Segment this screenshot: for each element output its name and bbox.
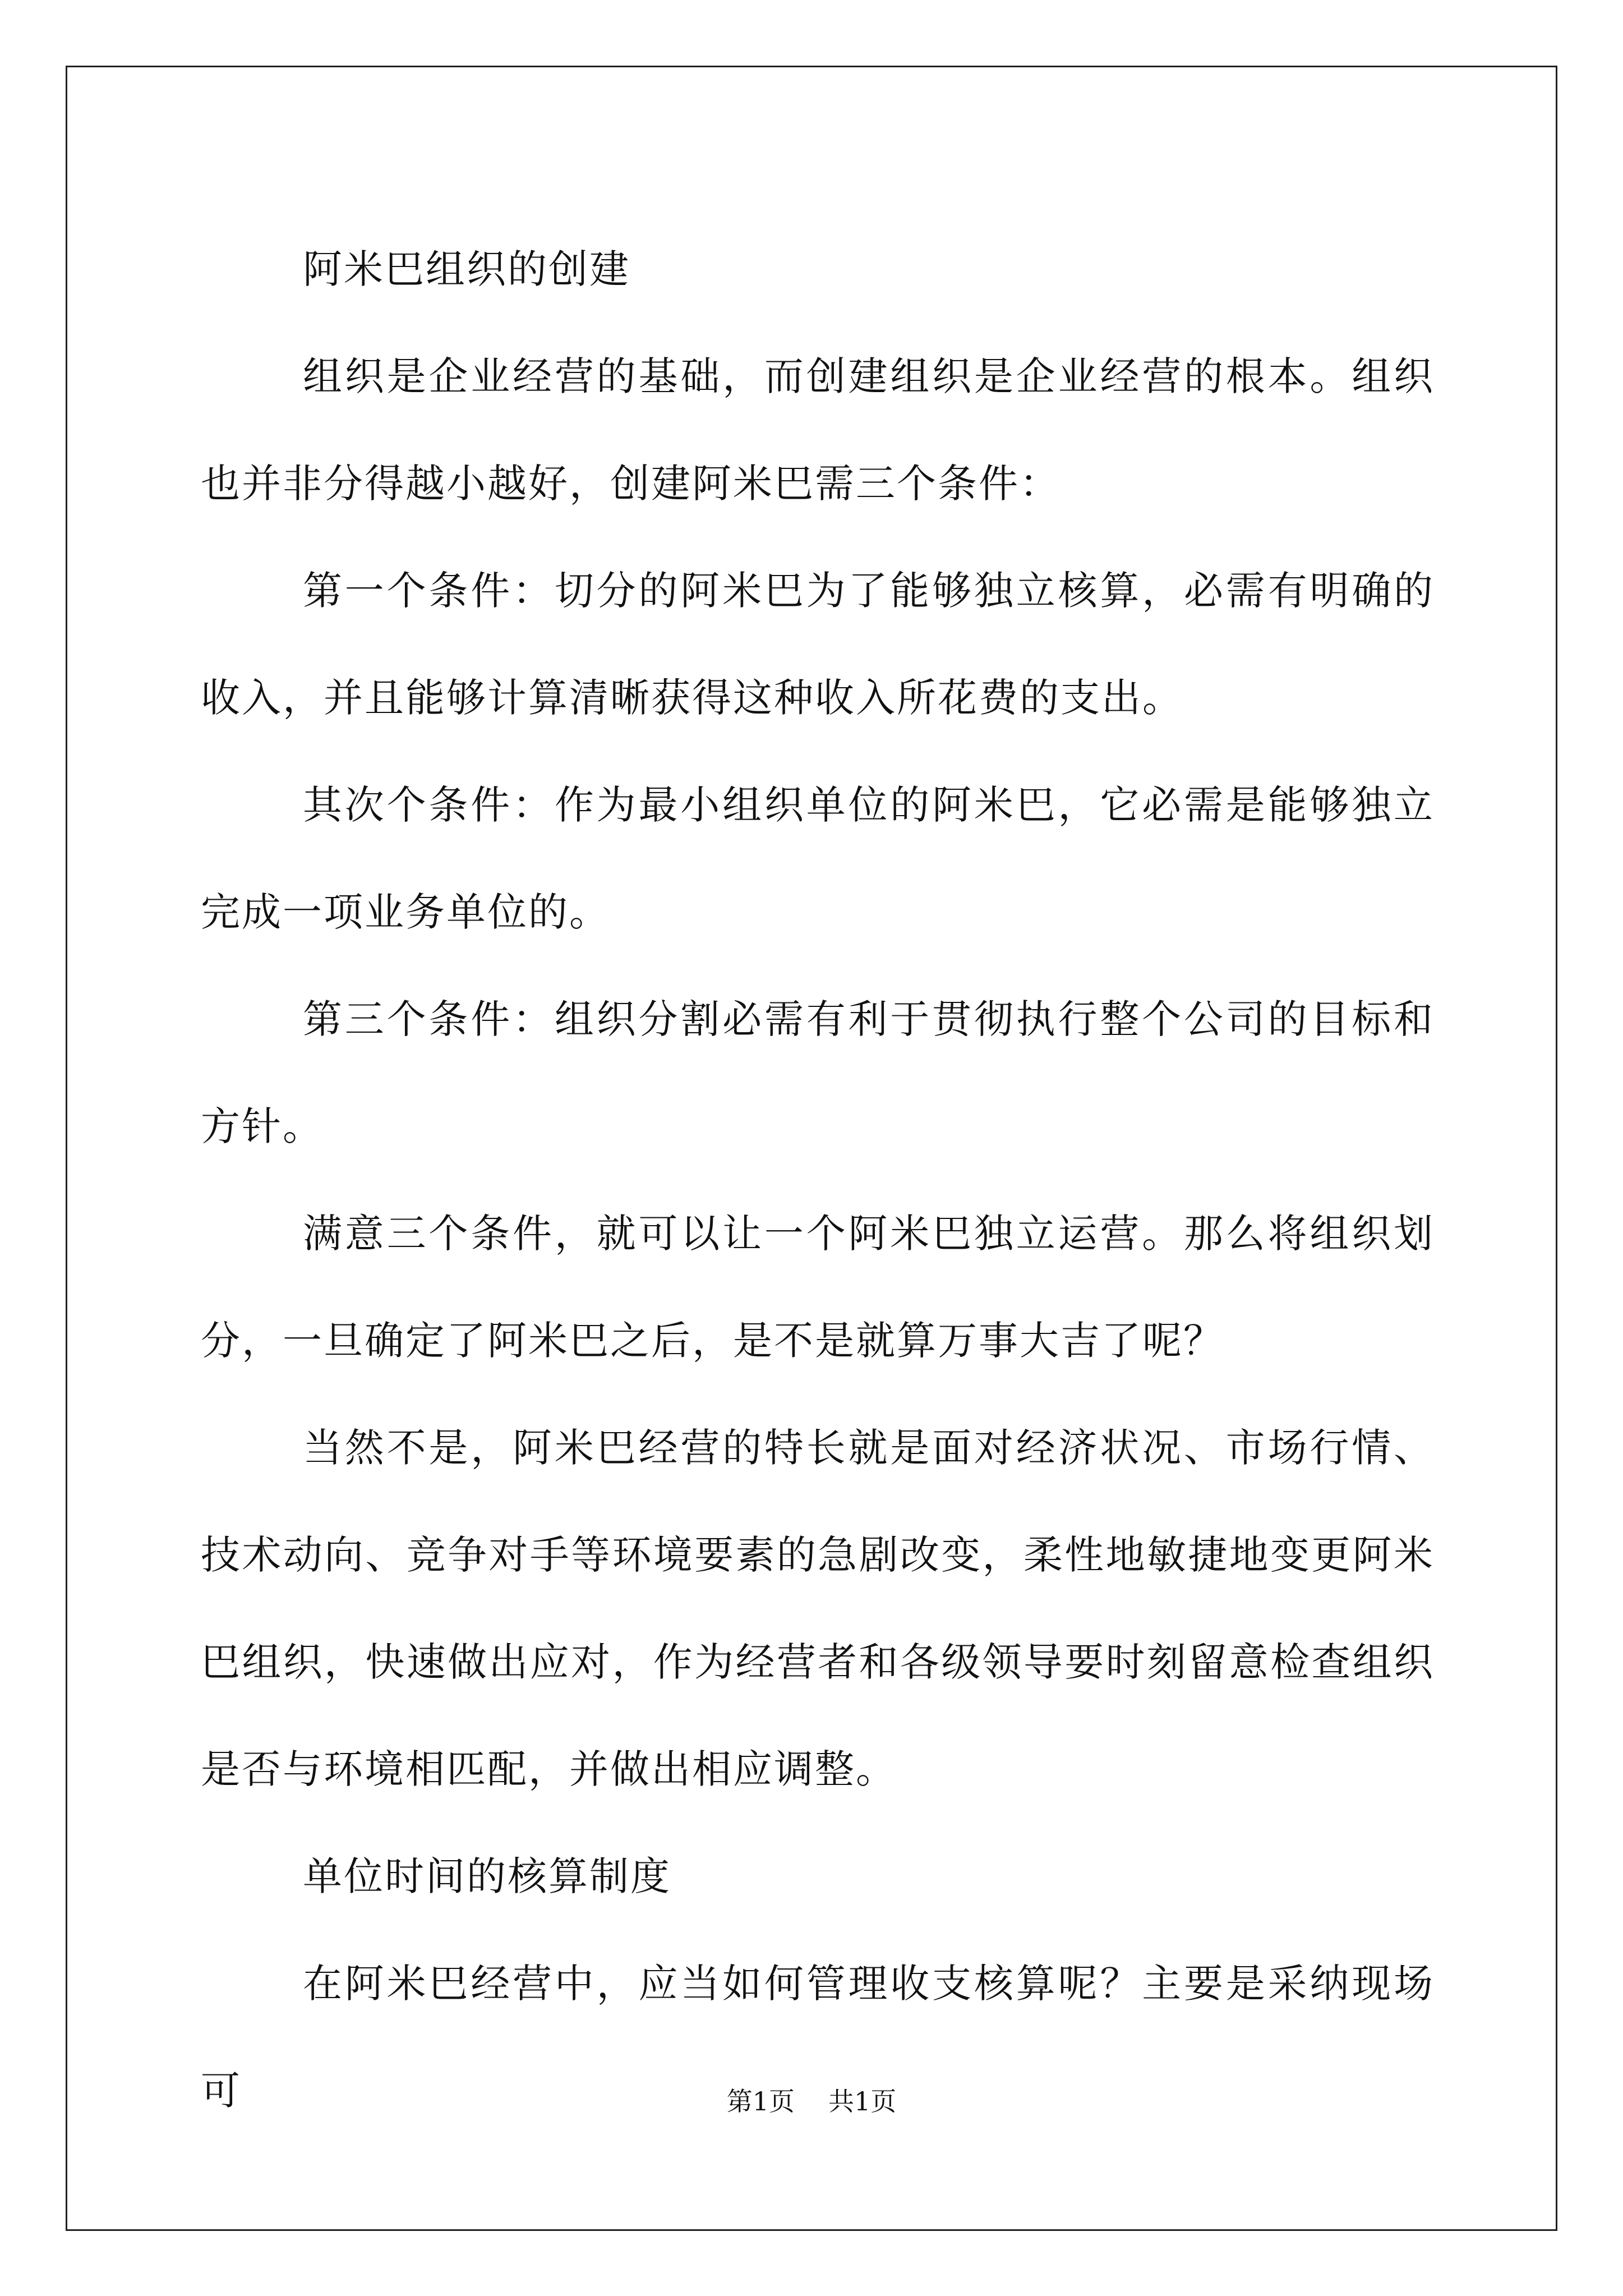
page-total: 共1页 bbox=[828, 2086, 897, 2116]
paragraph: 满意三个条件，就可以让一个阿米巴独立运营。那么将组织划分，一旦确定了阿米巴之后，是不是就算万事大吉了呢？ bbox=[201, 1211, 1435, 1364]
section-heading: 阿米巴组织的创建 bbox=[303, 246, 630, 292]
page-footer bbox=[0, 2085, 1623, 2118]
paragraph: 其次个条件：作为最小组织单位的阿米巴，它必需是能够独立完成一项业务单位的。 bbox=[201, 782, 1435, 935]
paragraph: 组织是企业经营的基础，而创建组织是企业经营的根本。组织也并非分得越小越好，创建阿米巴需三个条件： bbox=[201, 353, 1435, 507]
paragraph: 当然不是，阿米巴经营的特长就是面对经济状况、市场行情、技术动向、竞争对手等环境要素的急剧改变，柔性地敏捷地变更阿米巴组织，快速做出应对，作为经营者和各级领导要时刻留意检查组织是否与环境相匹配，并做出相应调整。 bbox=[201, 1425, 1435, 1792]
section-heading: 单位时间的核算制度 bbox=[303, 1853, 671, 1899]
paragraph: 第一个条件：切分的阿米巴为了能够独立核算，必需有明确的收入，并且能够计算清晰获得这种收入所花费的支出。 bbox=[201, 568, 1435, 721]
paragraph: 在阿米巴经营中，应当如何管理收支核算呢？主要是采纳现场可 bbox=[201, 1961, 1435, 2114]
page-number: 第1页 bbox=[726, 2086, 795, 2116]
paragraph: 第三个条件：组织分割必需有利于贯彻执行整个公司的目标和方针。 bbox=[201, 996, 1435, 1149]
document-body bbox=[201, 216, 1435, 2145]
